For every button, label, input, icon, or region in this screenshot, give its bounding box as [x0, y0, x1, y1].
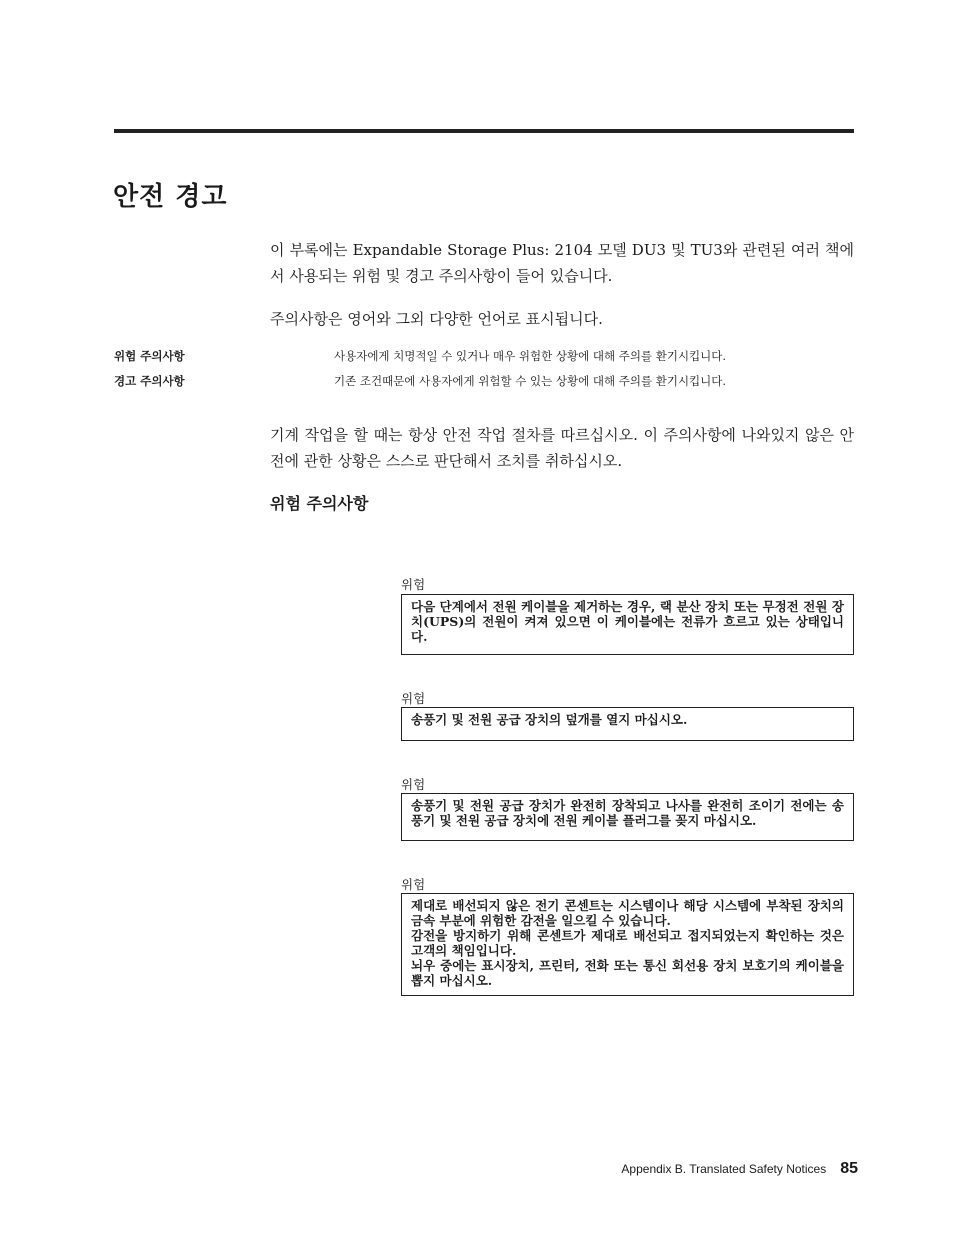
intro-paragraph: 이 부록에는 Expandable Storage Plus: 2104 모델 DU3 및 TU3와 관련된 여러 책에서 사용되는 위험 및 경고 주의사항이 들어 있습니다. — [270, 241, 854, 285]
notice-text: 감전을 방지하기 위해 콘센트가 제대로 배선되고 접지되었는지 확인하는 것은 고객의 책임입니다. — [411, 928, 844, 958]
language-note: 주의사항은 영어와 그외 다양한 언어로 표시됩니다. — [270, 310, 603, 328]
header-rule — [114, 129, 854, 133]
notice-text: 제대로 배선되지 않은 전기 콘센트는 시스템이나 해당 시스템에 부착된 장치의 금속 부분에 위험한 감전을 일으킬 수 있습니다. — [411, 898, 844, 928]
notice-text: 다음 단계에서 전원 케이블을 제거하는 경우, 랙 분산 장치 또는 무정전 전원 장치(UPS)의 전원이 켜져 있으면 이 케이블에는 전류가 흐르고 있는 상태입니다. — [411, 599, 844, 644]
danger-notice-box — [401, 707, 854, 741]
procedure-paragraph: 기계 작업을 할 때는 항상 안전 작업 절차를 따르십시오. 이 주의사항에 나와있지 않은 안전에 관한 상황은 스스로 판단해서 조치를 취하십시오. — [270, 426, 854, 470]
definition-term: 위험 주의사항 — [114, 349, 185, 363]
notice-label: 위험 — [401, 691, 426, 706]
definition-description: 사용자에게 치명적일 수 있거나 매우 위험한 상황에 대해 주의를 환기시킵니다. — [334, 349, 727, 363]
definition-term: 경고 주의사항 — [114, 374, 185, 388]
definition-description: 기존 조건때문에 사용자에게 위험할 수 있는 상황에 대해 주의를 환기시킵니다. — [334, 374, 727, 388]
page-number: 85 — [840, 1160, 858, 1177]
notice-label: 위험 — [401, 777, 426, 792]
danger-notice-box — [401, 893, 854, 996]
page-footer — [621, 1160, 858, 1178]
page-title: 안전 경고 — [113, 182, 228, 212]
danger-notice-box — [401, 594, 854, 655]
danger-notice-box — [401, 793, 854, 841]
notice-text: 송풍기 및 전원 공급 장치의 덮개를 열지 마십시오. — [411, 712, 688, 727]
notice-text: 뇌우 중에는 표시장치, 프린터, 전화 또는 통신 회선용 장치 보호기의 케이블을 뽑지 마십시오. — [411, 958, 844, 988]
footer-section-reference: Appendix B. Translated Safety Notices — [621, 1162, 827, 1176]
notice-text: 송풍기 및 전원 공급 장치가 완전히 장착되고 나사를 완전히 조이기 전에는 송풍기 및 전원 공급 장치에 전원 케이블 플러그를 꽂지 마십시오. — [411, 798, 844, 828]
notice-label: 위험 — [401, 877, 426, 892]
section-heading: 위험 주의사항 — [270, 494, 369, 513]
notice-label: 위험 — [401, 577, 426, 592]
